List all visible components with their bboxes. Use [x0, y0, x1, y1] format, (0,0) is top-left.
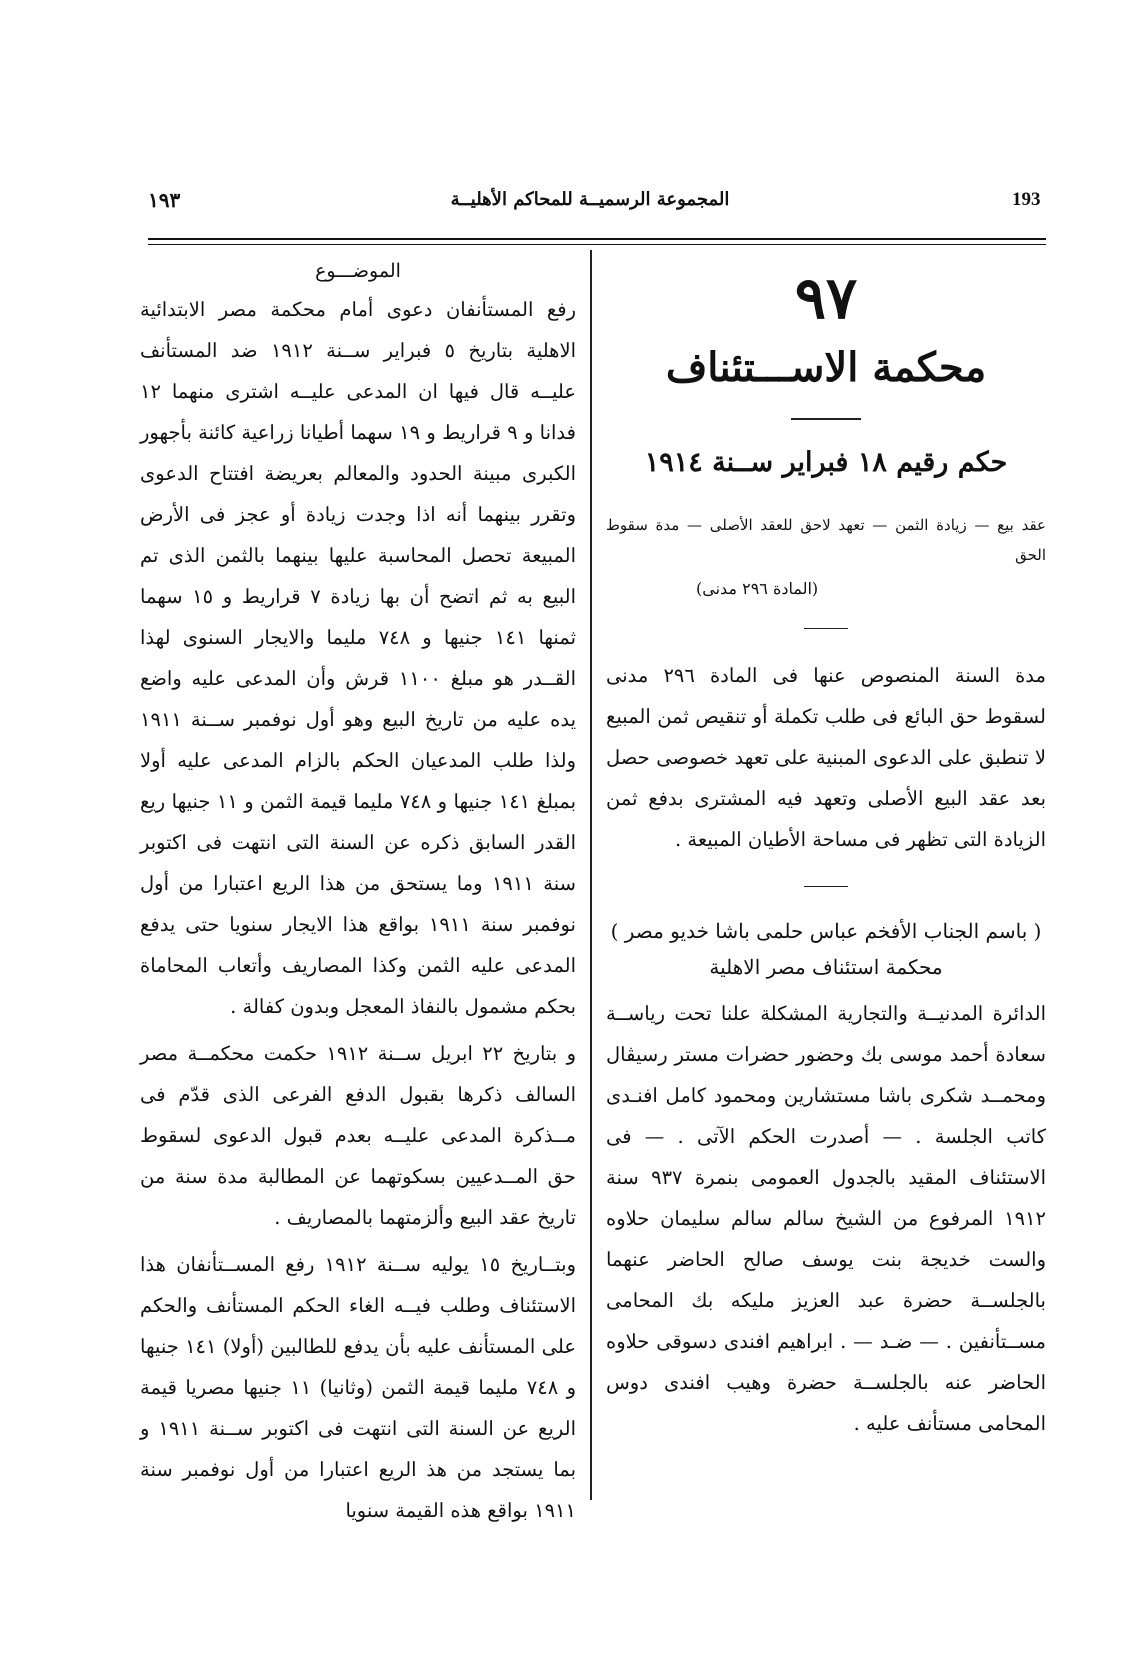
left-column: [140, 255, 576, 1531]
page-number-arabic: ١٩٣: [148, 188, 181, 212]
court-name: محكمة استئناف مصر الاهلية: [709, 955, 943, 979]
article-reference: (المادة ٢٩٦ مدنى): [696, 579, 819, 598]
right-column: [606, 250, 1046, 1444]
divider: [804, 886, 848, 887]
header-rule: [148, 238, 1046, 240]
proceedings-paragraph: الدائرة المدنيــة والتجارية المشكلة علنا تحت رياســة سعادة أحمد موسى بك وحضور حضرات مستر رسيڤال ومحمــد شكرى باشا مستشارين ومحمود كامل افنـدى كاتب الجلسة . — أصدرت الحكم الآتى . — فى الاستئناف المقيد بالجدول العمومى بنمرة ٩٣٧ سنة ١٩١٢ المرفوع من الشيخ سالم سالم سليمان حلاوه والست خديجة بنت يوسف صالح الحاضر عنهما بالجلســة حضرة عبد العزيز مليكه بك المحامى مســتأنفين . — ضـد — . ابراهيم افندى دسوقى حلاوه الحاضر عنه بالجلســة حضرة وهيب افندى دوس المحامى مستأنف عليه .: [606, 1002, 1046, 1435]
judgment-date: حكم رقيم ١٨ فبراير ســنة ١٩١٤: [644, 447, 1008, 478]
divider: [791, 418, 861, 420]
paragraph: وبتــاريخ ١٥ يوليه ســنة ١٩١٢ رفع المســتأنفان هذا الاستئناف وطلب فيــه الغاء الحكم المستأنف والحكم على المستأنف عليه بأن يدفع للطالبين (أولا) ١٤١ جنيها و ٧٤٨ مليما قيمة الثمن (وثانيا) ١١ جنيها مصريا قيمة الريع عن السنة التى انتهت فى اكتوبر ســنة ١٩١١ و بما يستجد من هذ الريع اعتبارا من أول نوفمبر سنة ١٩١١ بواقع هذه القيمة سنويا: [140, 1253, 576, 1522]
paragraph: و بتاريخ ٢٢ ابريل ســنة ١٩١٢ حكمت محكمــة مصر السالف ذكرها بقبول الدفع الفرعى الذى قدّم فى مــذكرة المدعى عليــه بعدم قبول الدعوى لسقوط حق المــدعيين بسكوتهما عن المطالبة مدة سنة من تاريخ عقد البيع وألزمتهما بالمصاريف .: [140, 1042, 577, 1229]
legal-principle: مدة السنة المنصوص عنها فى المادة ٢٩٦ مدنى لسقوط حق البائع فى طلب تكملة أو تنقيص ثمن المبيع لا تنطبق على الدعوى المبنية على تعهد خصوصى حصل بعد عقد البيع الأصلى وتعهد فيه المشترى بدفع ثمن الزيادة التى تظهر فى مساحة الأطيان المبيعة .: [606, 664, 1046, 851]
paragraph: رفع المستأنفان دعوى أمام محكمة مصر الابتدائية الاهلية بتاريخ ٥ فبراير ســنة ١٩١٢ ضد المستأنف عليــه قال فيها ان المدعى عليــه اشترى منهما ١٢ فدانا و ٩ قراريط و ١٩ سهما أطيانا زراعية كائنة بأجهور الكبرى مبينة الحدود والمعالم بعريضة افتتاح الدعوى وتقرر بينهما أنه اذا وجدت زيادة أو عجز فى الأرض المبيعة تحصل المحاسبة عليها بينهما بالثمن الذى تم البيع به ثم اتضح أن بها زيادة ٧ قراريط و ١٥ سهما ثمنها ١٤١ جنيها و ٧٤٨ مليما والايجار السنوى لهذا القــدر هو مبلغ ١١٠٠ قرش وأن المدعى عليه واضع يده عليه من تاريخ البيع وهو أول نوفمبر ســنة ١٩١١ ولذا طلب المدعيان الحكم بالزام المدعى عليه أولا بمبلغ ١٤١ جنيها و ٧٤٨ مليما قيمة الثمن و ١١ جنيها ريع القدر السابق ذكره عن السنة التى انتهت فى اكتوبر سنة ١٩١١ وما يستحق من هذا الريع اعتبارا من أول نوفمبر سنة ١٩١١ بواقع هذا الايجار سنويا حتى يدفع المدعى عليه الثمن وكذا المصاريف وأتعاب المحاماة بحكم مشمول بالنفاذ المعجل وبدون كفالة .: [140, 298, 577, 1018]
sovereign-line: ( باسم الجناب الأفخم عباس حلمى باشا خديو مصر ): [610, 919, 1042, 943]
divider: [804, 628, 848, 629]
journal-title: المجموعة الرسميــة للمحاكم الأهليــة: [450, 189, 730, 210]
header-rule-thin: [148, 244, 1046, 245]
subject-heading: الموضـــوع: [315, 260, 401, 282]
page-number-latin: 193: [1012, 189, 1041, 210]
keywords: عقد بيع — زيادة الثمن — تعهد لاحق للعقد الأصلى — مدة سقوط الحق: [606, 516, 1046, 564]
court-title: محكمة الاســـتئناف: [665, 344, 987, 391]
column-divider: [590, 250, 592, 1500]
case-number: ٩٧: [794, 264, 858, 332]
